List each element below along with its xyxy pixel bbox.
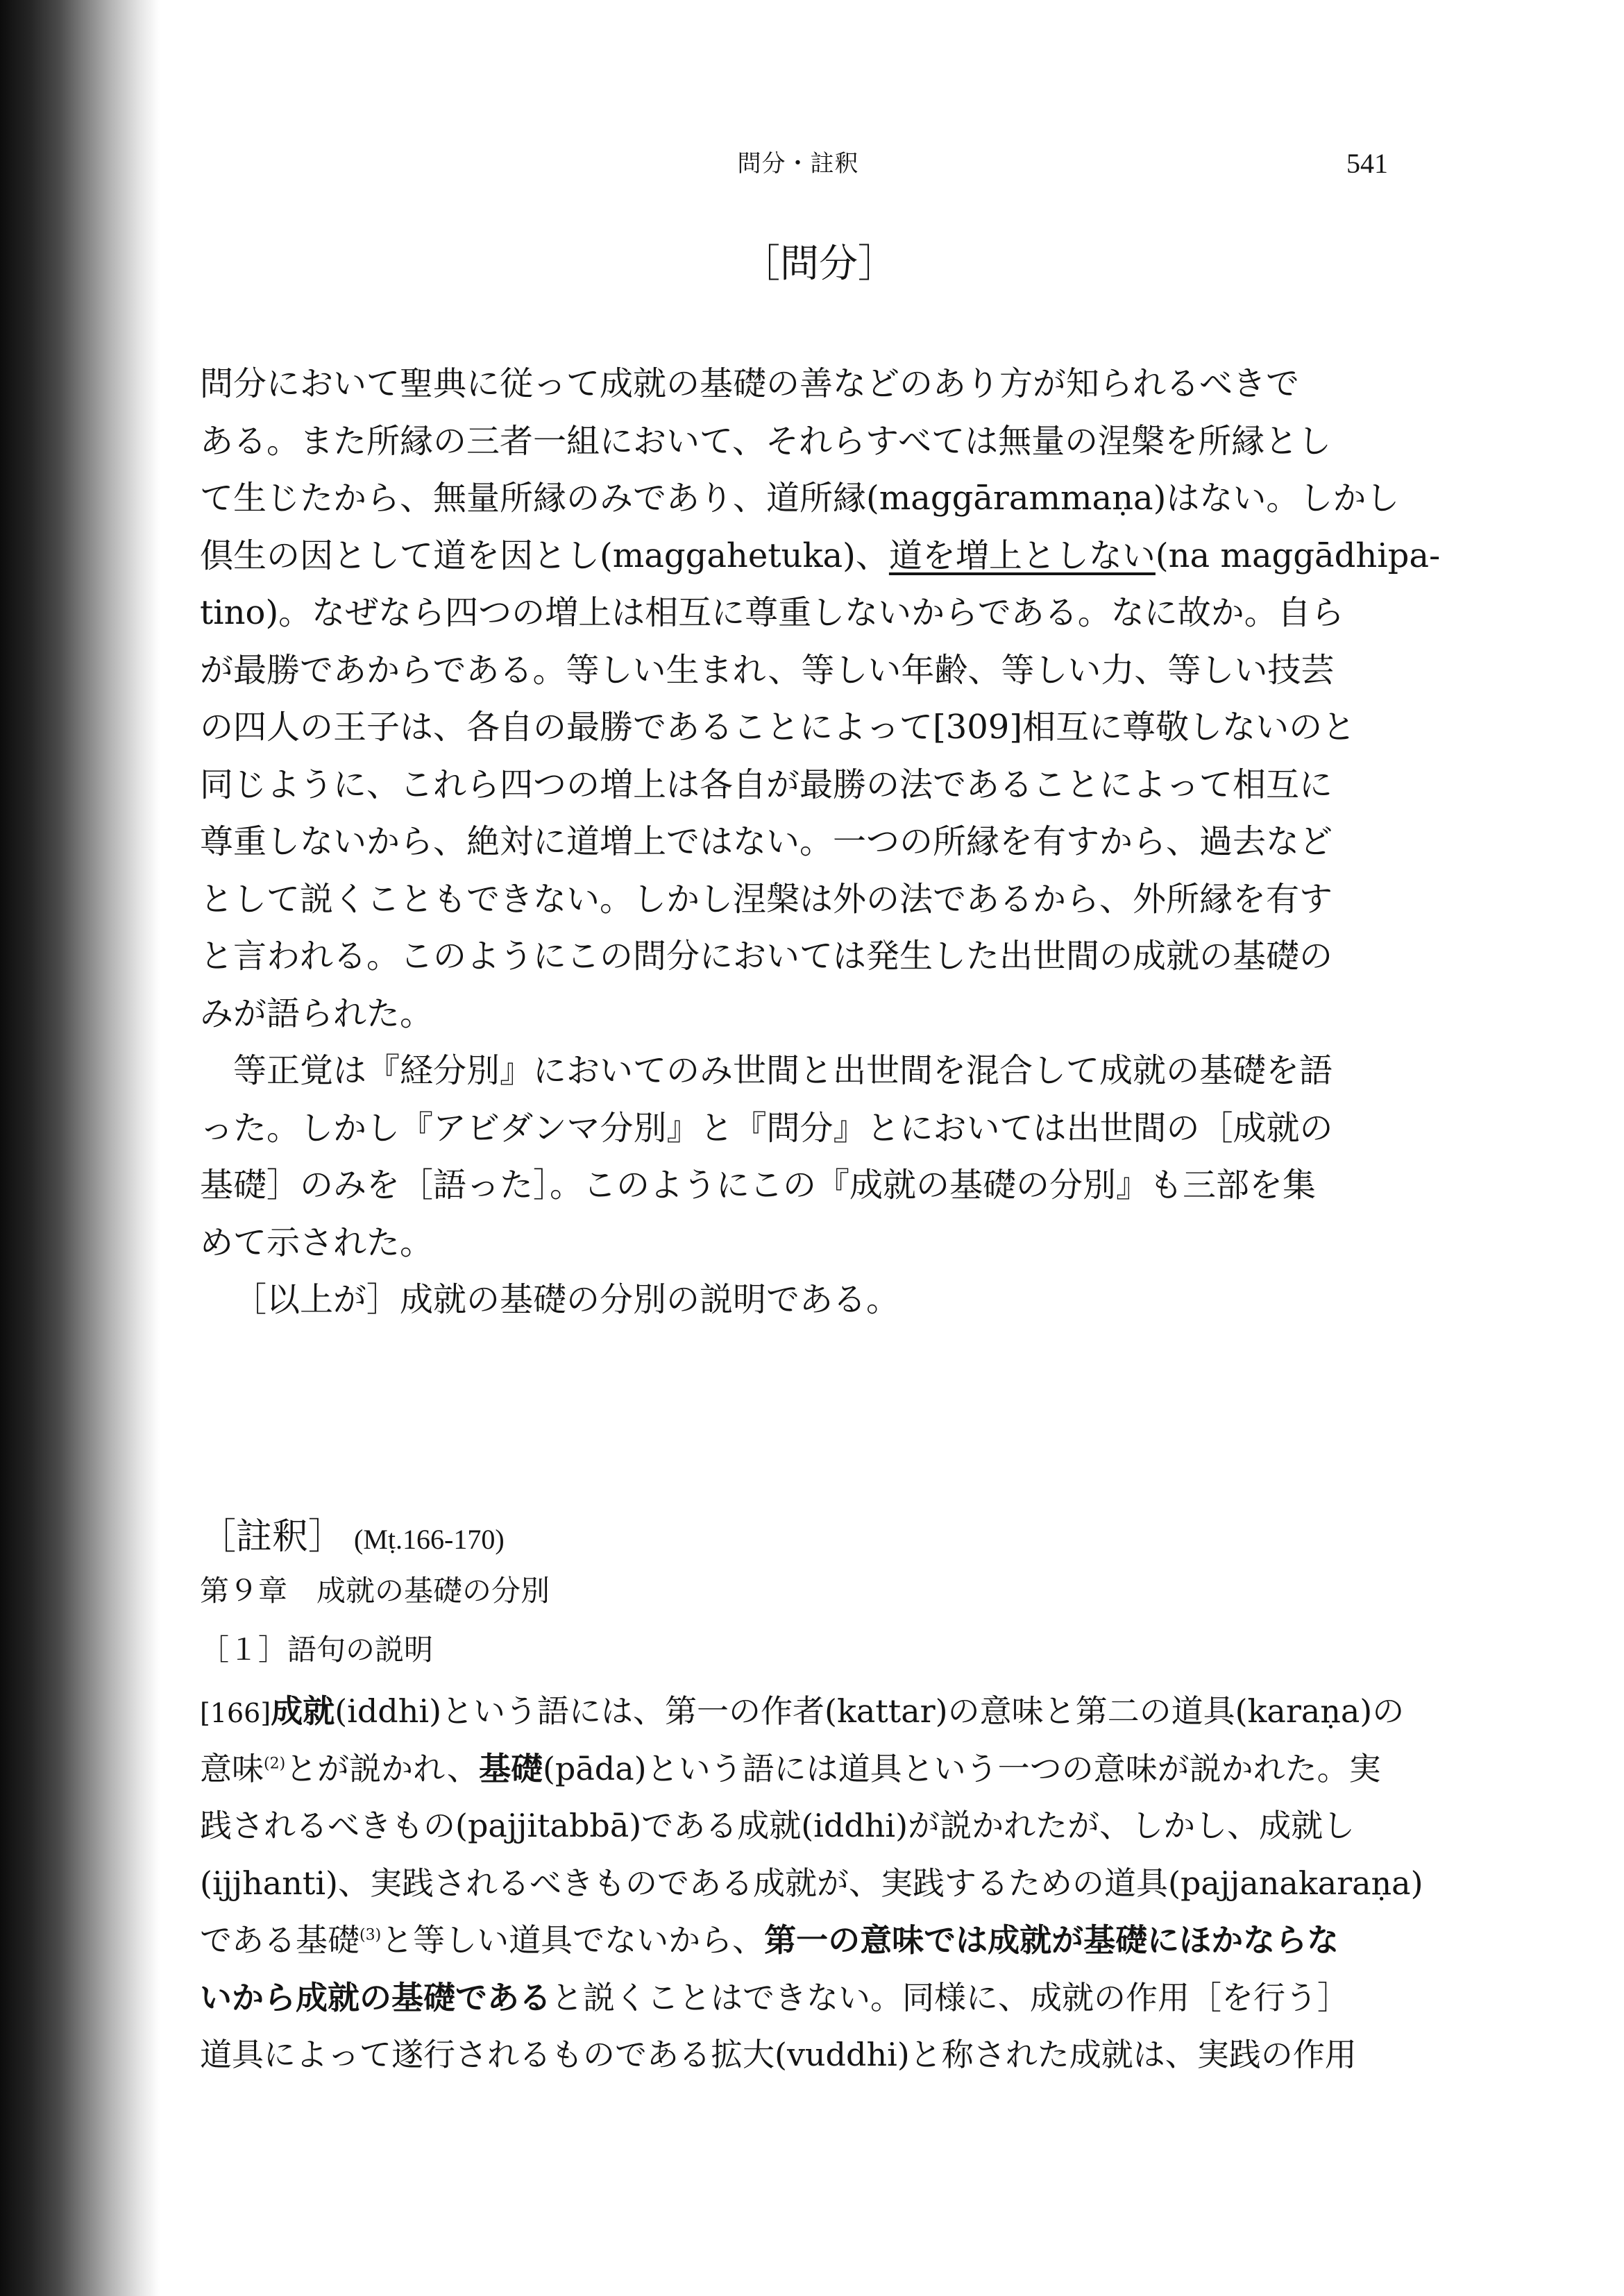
text-span: 道具によって遂行されるものである拡大(vuddhi)と称された成就は、実践の作用 [200, 2036, 1357, 2073]
annotation-text [200, 1683, 1423, 2084]
bold-phrase: 第一の意味では成就が基礎にほかならな [764, 1921, 1339, 1959]
text-line [200, 1912, 1394, 1969]
text-line: ある。また所縁の三者一組において、それらすべては無量の涅槃を所縁とし [200, 421, 1332, 461]
text-line: った。しかし『アビダンマ分別』と『問分』とにおいては出世間の［成就の [200, 1108, 1333, 1148]
text-span: 意味 [200, 1749, 264, 1787]
text-span: (pāda)という語には道具という一つの意味が説かれた。実 [542, 1749, 1381, 1787]
chapter-title: 第９章 成就の基礎の分別 [200, 1574, 550, 1608]
text-line: 基礎］のみを［語った］。このようにこの『成就の基礎の分別』も三部を集 [200, 1166, 1317, 1205]
annotation-reference: (Mṭ.166-170) [354, 1524, 505, 1555]
annotation-title: ［註釈］ [200, 1516, 345, 1558]
page-number: 541 [1346, 148, 1388, 179]
text-line: 等正覚は『経分別』においてのみ世間と出世間を混合して成就の基礎を語 [233, 1051, 1333, 1090]
text-span: (iddhi)という語には、第一の作者(kattar)の意味と第二の道具(karaṇa)の [335, 1692, 1405, 1730]
text-line: めて示された。 [200, 1223, 434, 1262]
bold-term: 成就 [271, 1692, 335, 1730]
text-span: (ijjhanti)、実践されるべきものである成就が、実践するための道具(pajjanakaraṇa) [200, 1864, 1423, 1902]
main-text [200, 355, 1441, 1329]
paragraph-number: [166] [200, 1698, 271, 1728]
text-line: tino)。なぜなら四つの増上は相互に尊重しないからである。なに故か。自ら [200, 593, 1344, 632]
footnote-marker: (2) [264, 1755, 286, 1773]
text-span: (na maggādhipa- [1155, 536, 1441, 575]
subsection-title: ［１］語句の説明 [200, 1633, 434, 1667]
text-span: とが説かれ、 [285, 1749, 479, 1787]
text-span: 倶生の因として道を因とし(maggahetuka)、 [200, 536, 889, 575]
text-line [200, 1969, 1394, 2027]
annotation-heading [200, 1507, 505, 1559]
bold-phrase: いから成就の基礎である [200, 1978, 551, 2016]
text-line: の四人の王子は、各自の最勝であることによって[309]相互に尊敬しないのと [200, 708, 1356, 747]
text-line [200, 527, 1441, 585]
text-span: と等しい道具でないから、 [381, 1921, 765, 1959]
text-line: が最勝であからである。等しい生まれ、等しい年齢、等しい力、等しい技芸 [200, 650, 1335, 690]
text-span: と説くことはできない。同様に、成就の作用［を行う］ [551, 1978, 1349, 2016]
text-line: と言われる。このようにこの問分においては発生した出世間の成就の基礎の [200, 937, 1333, 976]
text-line [200, 2026, 1394, 2084]
text-span: 践されるべきもの(pajjitabbā)である成就(iddhi)が説かれたが、しかし、成就し [200, 1807, 1355, 1844]
text-line: みが語られた。 [200, 994, 434, 1033]
text-line [200, 1855, 1423, 1912]
text-line: て生じたから、無量所縁のみであり、道所縁(maggārammaṇa)はない。しかし [200, 479, 1400, 518]
footnote-marker: (3) [360, 1926, 382, 1944]
binding-shadow [0, 0, 160, 2296]
text-line: 同じように、これら四つの増上は各自が最勝の法であることによって相互に [200, 765, 1333, 804]
text-line [200, 1683, 1405, 1740]
text-line: として説くこともできない。しかし涅槃は外の法であるから、外所縁を有す [200, 879, 1333, 919]
text-line: 尊重しないから、絶対に道増上ではない。一つの所縁を有すから、過去など [200, 822, 1333, 861]
text-line: 問分において聖典に従って成就の基礎の善などのあり方が知られるべきで [200, 364, 1300, 403]
text-line: ［以上が］成就の基礎の分別の説明である。 [233, 1280, 900, 1319]
text-line [200, 1740, 1394, 1798]
section-heading: ［問分］ [741, 241, 897, 287]
underlined-phrase: 道を増上としない [888, 536, 1156, 575]
text-span: である基礎 [200, 1921, 360, 1959]
running-header: 問分・註釈 [737, 150, 859, 178]
bold-term: 基礎 [478, 1749, 543, 1787]
text-line [200, 1797, 1394, 1855]
